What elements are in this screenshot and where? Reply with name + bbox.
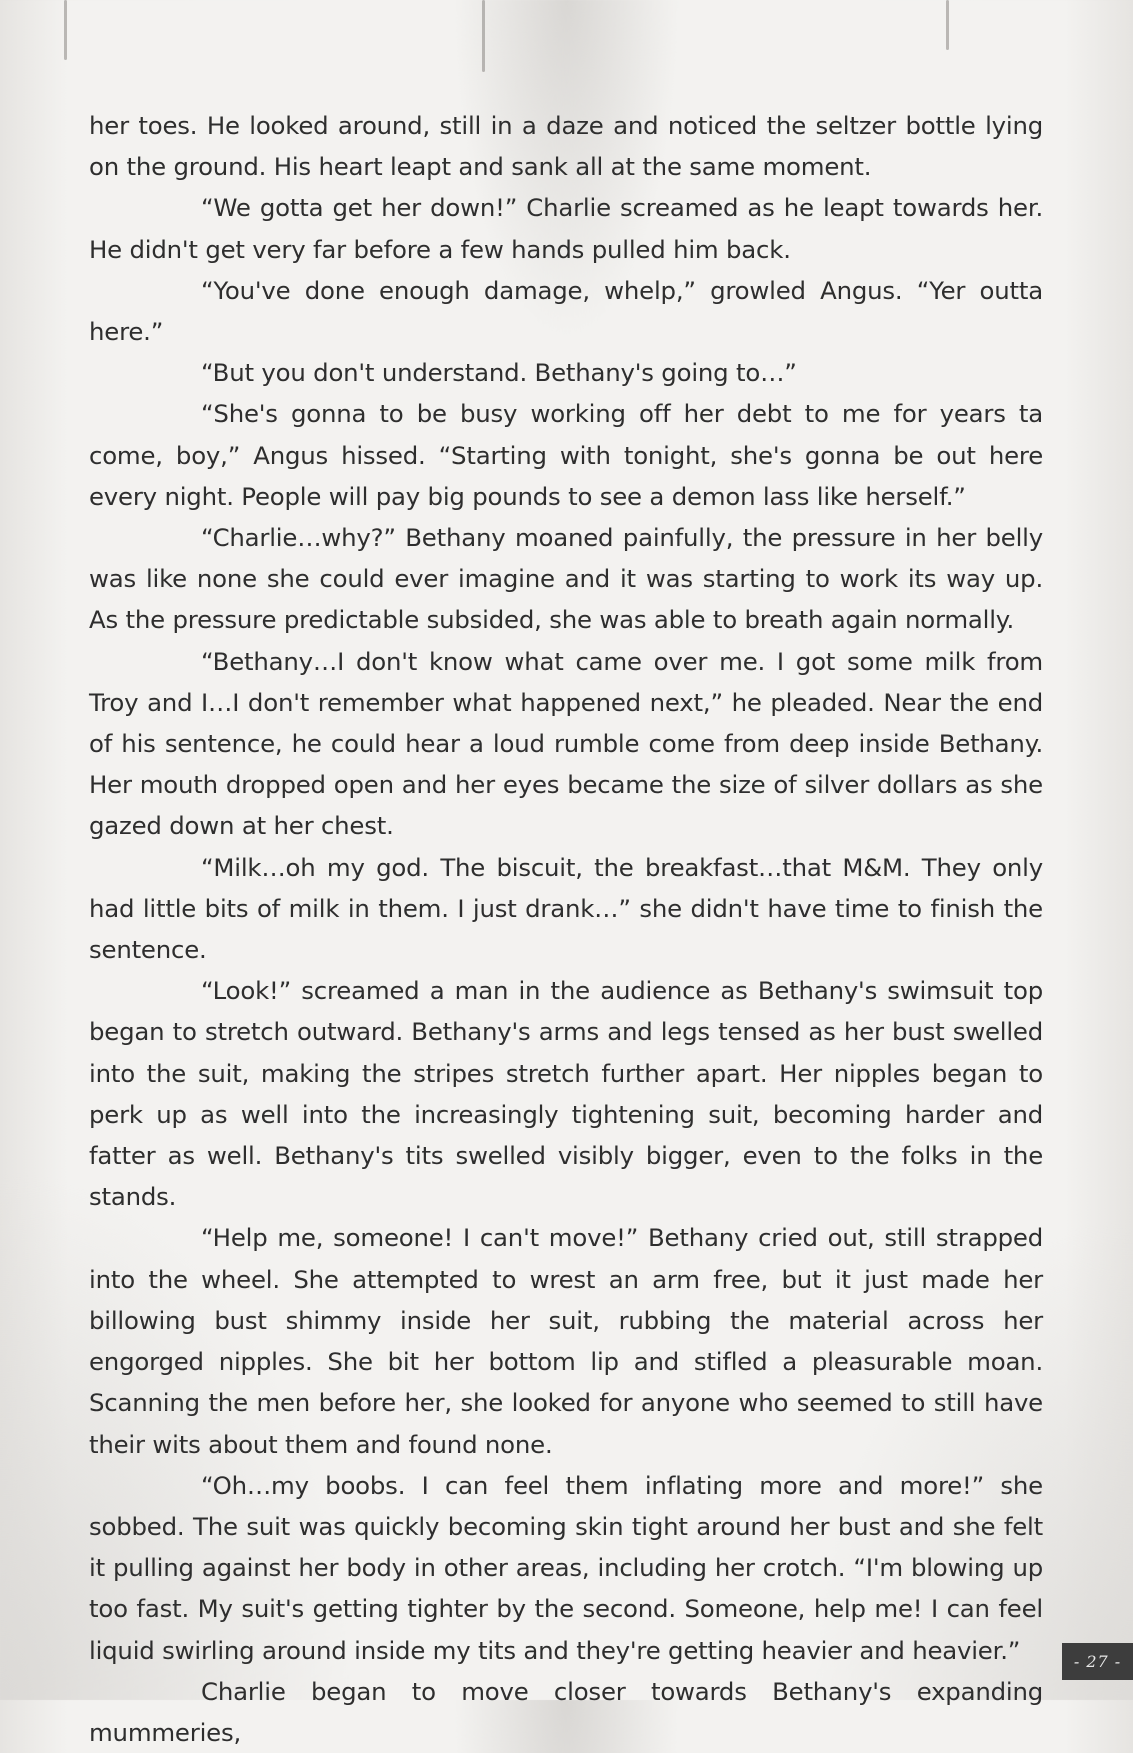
paragraph: “Oh…my boobs. I can feel them inflating more and more!” she sobbed. The suit was quickly becoming skin tight around her bust and she felt it pulling against her body in other areas, including her crotch. “I'm blowing up too fast. My suit's getting tighter by the second. Someone, help me! I can feel liquid swirling around inside my tits and they're getting heavier and heavier.” [89, 1470, 1043, 1665]
paragraph: “You've done enough damage, whelp,” growled Angus. “Yer outta here.” [89, 275, 1043, 347]
page-crease-right [946, 0, 949, 50]
paragraph: “But you don't understand. Bethany's going to…” [201, 358, 797, 388]
paragraph: “Milk…oh my god. The biscuit, the breakfast…that M&M. They only had little bits of milk in them. I just drank…” she didn't have time to finish the sentence. [89, 852, 1043, 965]
page-crease-left [64, 0, 67, 60]
paragraph: “Help me, someone! I can't move!” Bethany cried out, still strapped into the wheel. She attempted to wrest an arm free, but it just made her billowing bust shimmy inside her suit, rubbing the material across her engorged nipples. She bit her bottom lip and stifled a pleasurable moan. Scanning the men before her, she looked for anyone who seemed to still have their wits about them and found none. [89, 1223, 1043, 1459]
paragraph: “Charlie…why?” Bethany moaned painfully, the pressure in her belly was like none she could ever imagine and it was starting to work its way up. As the pressure predictable subsided, she was able to breath again normally. [89, 523, 1043, 635]
paragraph: her toes. He looked around, still in a daze and noticed the seltzer bottle lying on the ground. His heart leapt and sank all at the same moment. [89, 111, 1043, 182]
paragraph: “She's gonna to be busy working off her debt to me for years ta come, boy,” Angus hissed. “Starting with tonight, she's gonna be out here every night. People will pay big pounds to see a demon lass like herself.” [89, 399, 1043, 511]
page-body-text [89, 105, 1043, 1753]
page-crease-middle [482, 0, 485, 72]
paragraph: Charlie began to move closer towards Bethany's expanding mummeries, [89, 1676, 1043, 1747]
page-number: - 27 - [1062, 1643, 1133, 1680]
paragraph: “Bethany…I don't know what came over me. I got some milk from Troy and I…I don't remember what happened next,” he pleaded. Near the end of his sentence, he could hear a loud rumble come from deep inside Bethany. Her mouth dropped open and her eyes became the size of silver dollars as she gazed down at her chest. [89, 646, 1043, 841]
paragraph: “We gotta get her down!” Charlie screamed as he leapt towards her. He didn't get very far before a few hands pulled him back. [89, 193, 1043, 264]
paragraph: “Look!” screamed a man in the audience as Bethany's swimsuit top began to stretch outward. Bethany's arms and legs tensed as her bust swelled into the suit, making the stripes stretch further apart. Her nipples began to perk up as well into the increasingly tightening suit, becoming harder and fatter as well. Bethany's tits swelled visibly bigger, even to the folks in the stands. [89, 976, 1043, 1212]
